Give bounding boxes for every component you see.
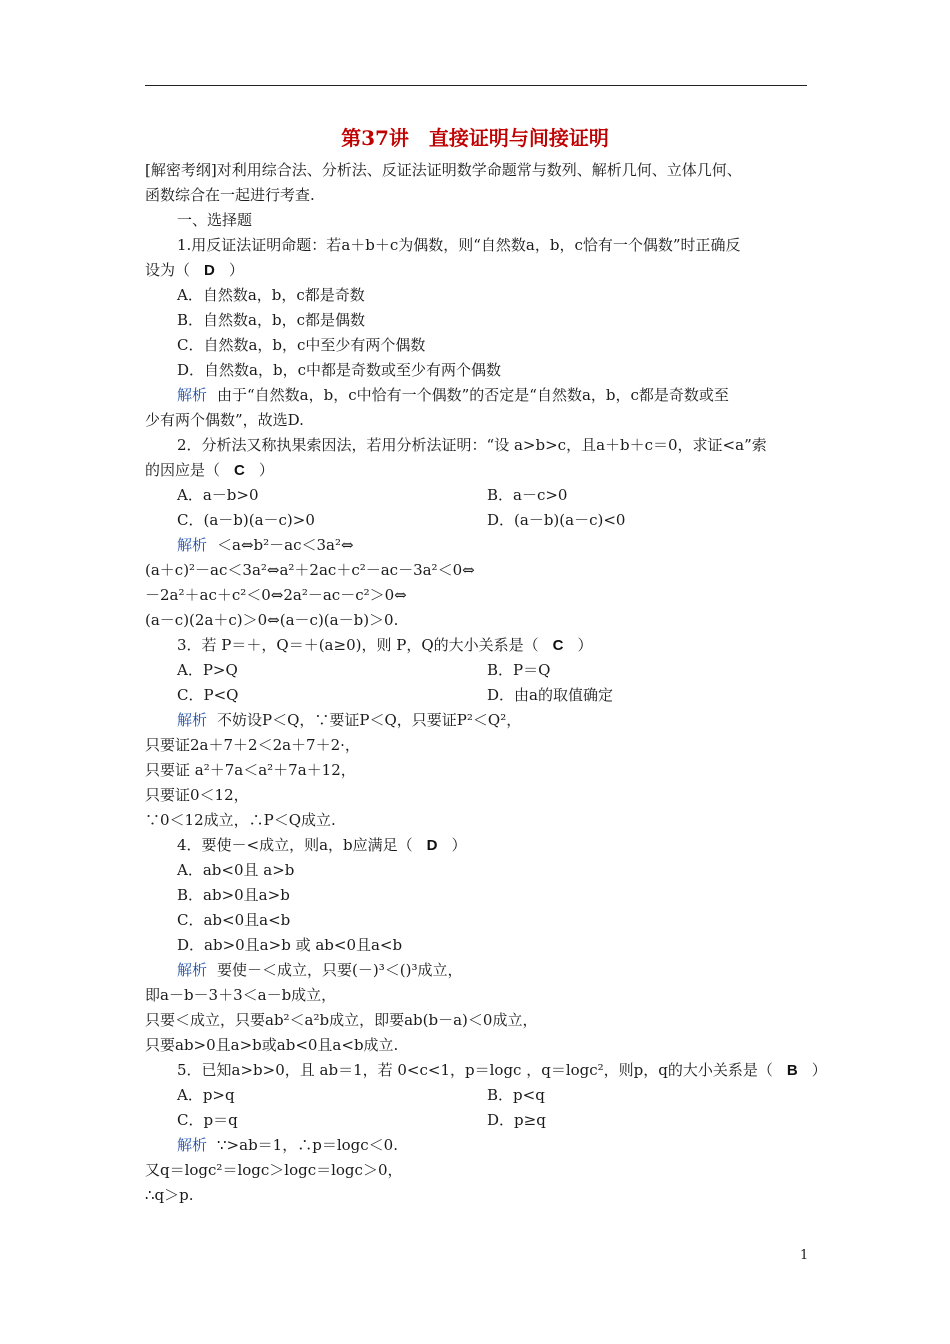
solution-line: 只要证 a²＋7a＜a²＋7a＋12， bbox=[145, 761, 356, 779]
solution-line: 只要证2a＋7＋2＜2a＋7＋2·， bbox=[145, 736, 360, 754]
page-title: 第37讲 直接证明与间接证明 bbox=[341, 126, 609, 150]
question-stem bbox=[145, 833, 815, 858]
stem-text: 4．要使－<成立，则a，b应满足（ bbox=[177, 836, 413, 854]
option-c: C．p＝q bbox=[177, 1111, 238, 1129]
answer-letter: D bbox=[426, 837, 438, 854]
option-a: A．P>Q bbox=[177, 661, 238, 679]
option-row bbox=[145, 658, 815, 683]
option-c: C．(a－b)(a－c)>0 bbox=[177, 511, 315, 529]
option-b: B．a－c>0 bbox=[487, 486, 568, 504]
solution-text: ＜a⇔b²－ac＜3a²⇔ bbox=[217, 536, 354, 554]
jiexi-label: 解析 bbox=[177, 536, 208, 554]
answer-letter: B bbox=[786, 1062, 798, 1079]
solution-text: ∵>ab＝1，∴p＝logc＜0. bbox=[217, 1136, 398, 1154]
stem-text: ） bbox=[228, 261, 244, 279]
option-row bbox=[145, 683, 815, 708]
stem-text: 设为（ bbox=[145, 261, 191, 279]
solution-line: ∵0＜12成立，∴P＜Q成立. bbox=[145, 811, 336, 829]
stem-text: ） bbox=[811, 1061, 827, 1079]
jiexi-label: 解析 bbox=[177, 711, 208, 729]
answer-letter: C bbox=[234, 462, 245, 479]
option-b: B．P＝Q bbox=[487, 661, 551, 679]
answer-letter: C bbox=[552, 637, 564, 654]
solution-line: 即a－b－3＋3＜a－b成立， bbox=[145, 986, 337, 1004]
header-rule bbox=[145, 85, 807, 86]
option-row bbox=[145, 1108, 815, 1133]
option-a: A．ab<0且 a>b bbox=[177, 861, 295, 879]
solution-line: 只要证0＜12， bbox=[145, 786, 249, 804]
solution-text: 要使－＜成立，只要(－)³＜()³成立， bbox=[217, 961, 463, 979]
solution-line bbox=[145, 708, 815, 733]
solution-line: －2a²＋ac＋c²＜0⇔2a²－ac－c²＞0⇔ bbox=[145, 586, 407, 604]
intro-line: 函数综合在一起进行考查. bbox=[145, 186, 315, 204]
stem-text: 的因应是（ bbox=[145, 461, 221, 479]
solution-line: 又q＝logc²＝logc＞logc＝logc＞0， bbox=[145, 1161, 403, 1179]
option-d: D．自然数a，b，c中都是奇数或至少有两个偶数 bbox=[177, 361, 501, 379]
stem-text: 5．已知a>b>0，且 ab＝1，若 0<c<1，p＝logc ，q＝logc²，则p，q的大小关系是（ bbox=[177, 1061, 773, 1079]
option-d: D．(a－b)(a－c)<0 bbox=[487, 511, 626, 529]
solution-line bbox=[145, 1133, 815, 1158]
solution-line: 只要ab>0且a>b或ab<0且a<b成立. bbox=[145, 1036, 399, 1054]
stem-text: 3．若 P＝＋，Q＝＋(a≥0)，则 P，Q的大小关系是（ bbox=[177, 636, 539, 654]
option-row bbox=[145, 1083, 815, 1108]
option-d: D．由a的取值确定 bbox=[487, 686, 613, 704]
stem-text: ） bbox=[577, 636, 593, 654]
intro-line: [解密考纲]对利用综合法、分析法、反证法证明数学命题常与数列、解析几何、立体几何、 bbox=[145, 161, 742, 179]
option-row bbox=[145, 508, 815, 533]
jiexi-label: 解析 bbox=[177, 961, 208, 979]
question-stem: 2．分析法又称执果索因法，若用分析法证明：“设 a>b>c，且a＋b＋c＝0，求证<a”索 bbox=[177, 436, 767, 454]
document-body bbox=[145, 158, 827, 1208]
option-a: A．a－b>0 bbox=[177, 486, 259, 504]
option-a: A．自然数a，b，c都是奇数 bbox=[177, 286, 365, 304]
page-number: 1 bbox=[800, 1248, 809, 1263]
option-b: B．p<q bbox=[487, 1086, 545, 1104]
answer-letter: D bbox=[204, 262, 215, 279]
option-c: C．ab<0且a<b bbox=[177, 911, 291, 929]
stem-text: ） bbox=[451, 836, 467, 854]
option-b: B．ab>0且a>b bbox=[177, 886, 290, 904]
solution-line: 只要＜成立，只要ab²＜a²b成立，即要ab(b－a)＜0成立， bbox=[145, 1011, 538, 1029]
solution-line bbox=[145, 958, 815, 983]
question-stem bbox=[145, 458, 815, 483]
section-heading: 一、选择题 bbox=[177, 211, 253, 229]
solution-line: ∴q＞p. bbox=[145, 1186, 194, 1204]
solution-line: (a＋c)²－ac＜3a²⇔a²＋2ac＋c²－ac－3a²＜0⇔ bbox=[145, 561, 475, 579]
solution-line: (a－c)(2a＋c)＞0⇔(a－c)(a－b)＞0. bbox=[145, 611, 399, 629]
option-c: C．P<Q bbox=[177, 686, 239, 704]
option-b: B．自然数a，b，c都是偶数 bbox=[177, 311, 365, 329]
question-stem: 1.用反证法证明命题：若a＋b＋c为偶数，则“自然数a，b，c恰有一个偶数”时正确反 bbox=[177, 236, 741, 254]
jiexi-label: 解析 bbox=[177, 1136, 208, 1154]
solution-line bbox=[145, 383, 815, 408]
question-stem bbox=[145, 1058, 827, 1083]
jiexi-label: 解析 bbox=[177, 386, 208, 404]
stem-text: ） bbox=[258, 461, 274, 479]
question-stem bbox=[145, 633, 815, 658]
option-a: A．p>q bbox=[177, 1086, 235, 1104]
solution-text: 不妨设P＜Q，∵要证P＜Q，只要证P²＜Q²， bbox=[217, 711, 522, 729]
solution-line: 少有两个偶数”，故选D. bbox=[145, 411, 304, 429]
solution-text: 由于“自然数a，b，c中恰有一个偶数”的否定是“自然数a，b，c都是奇数或至 bbox=[217, 386, 729, 404]
solution-line bbox=[145, 533, 815, 558]
question-stem bbox=[145, 258, 815, 283]
option-d: D．p≥q bbox=[487, 1111, 546, 1129]
option-row bbox=[145, 483, 815, 508]
option-d: D．ab>0且a>b 或 ab<0且a<b bbox=[177, 936, 403, 954]
option-c: C．自然数a，b，c中至少有两个偶数 bbox=[177, 336, 426, 354]
